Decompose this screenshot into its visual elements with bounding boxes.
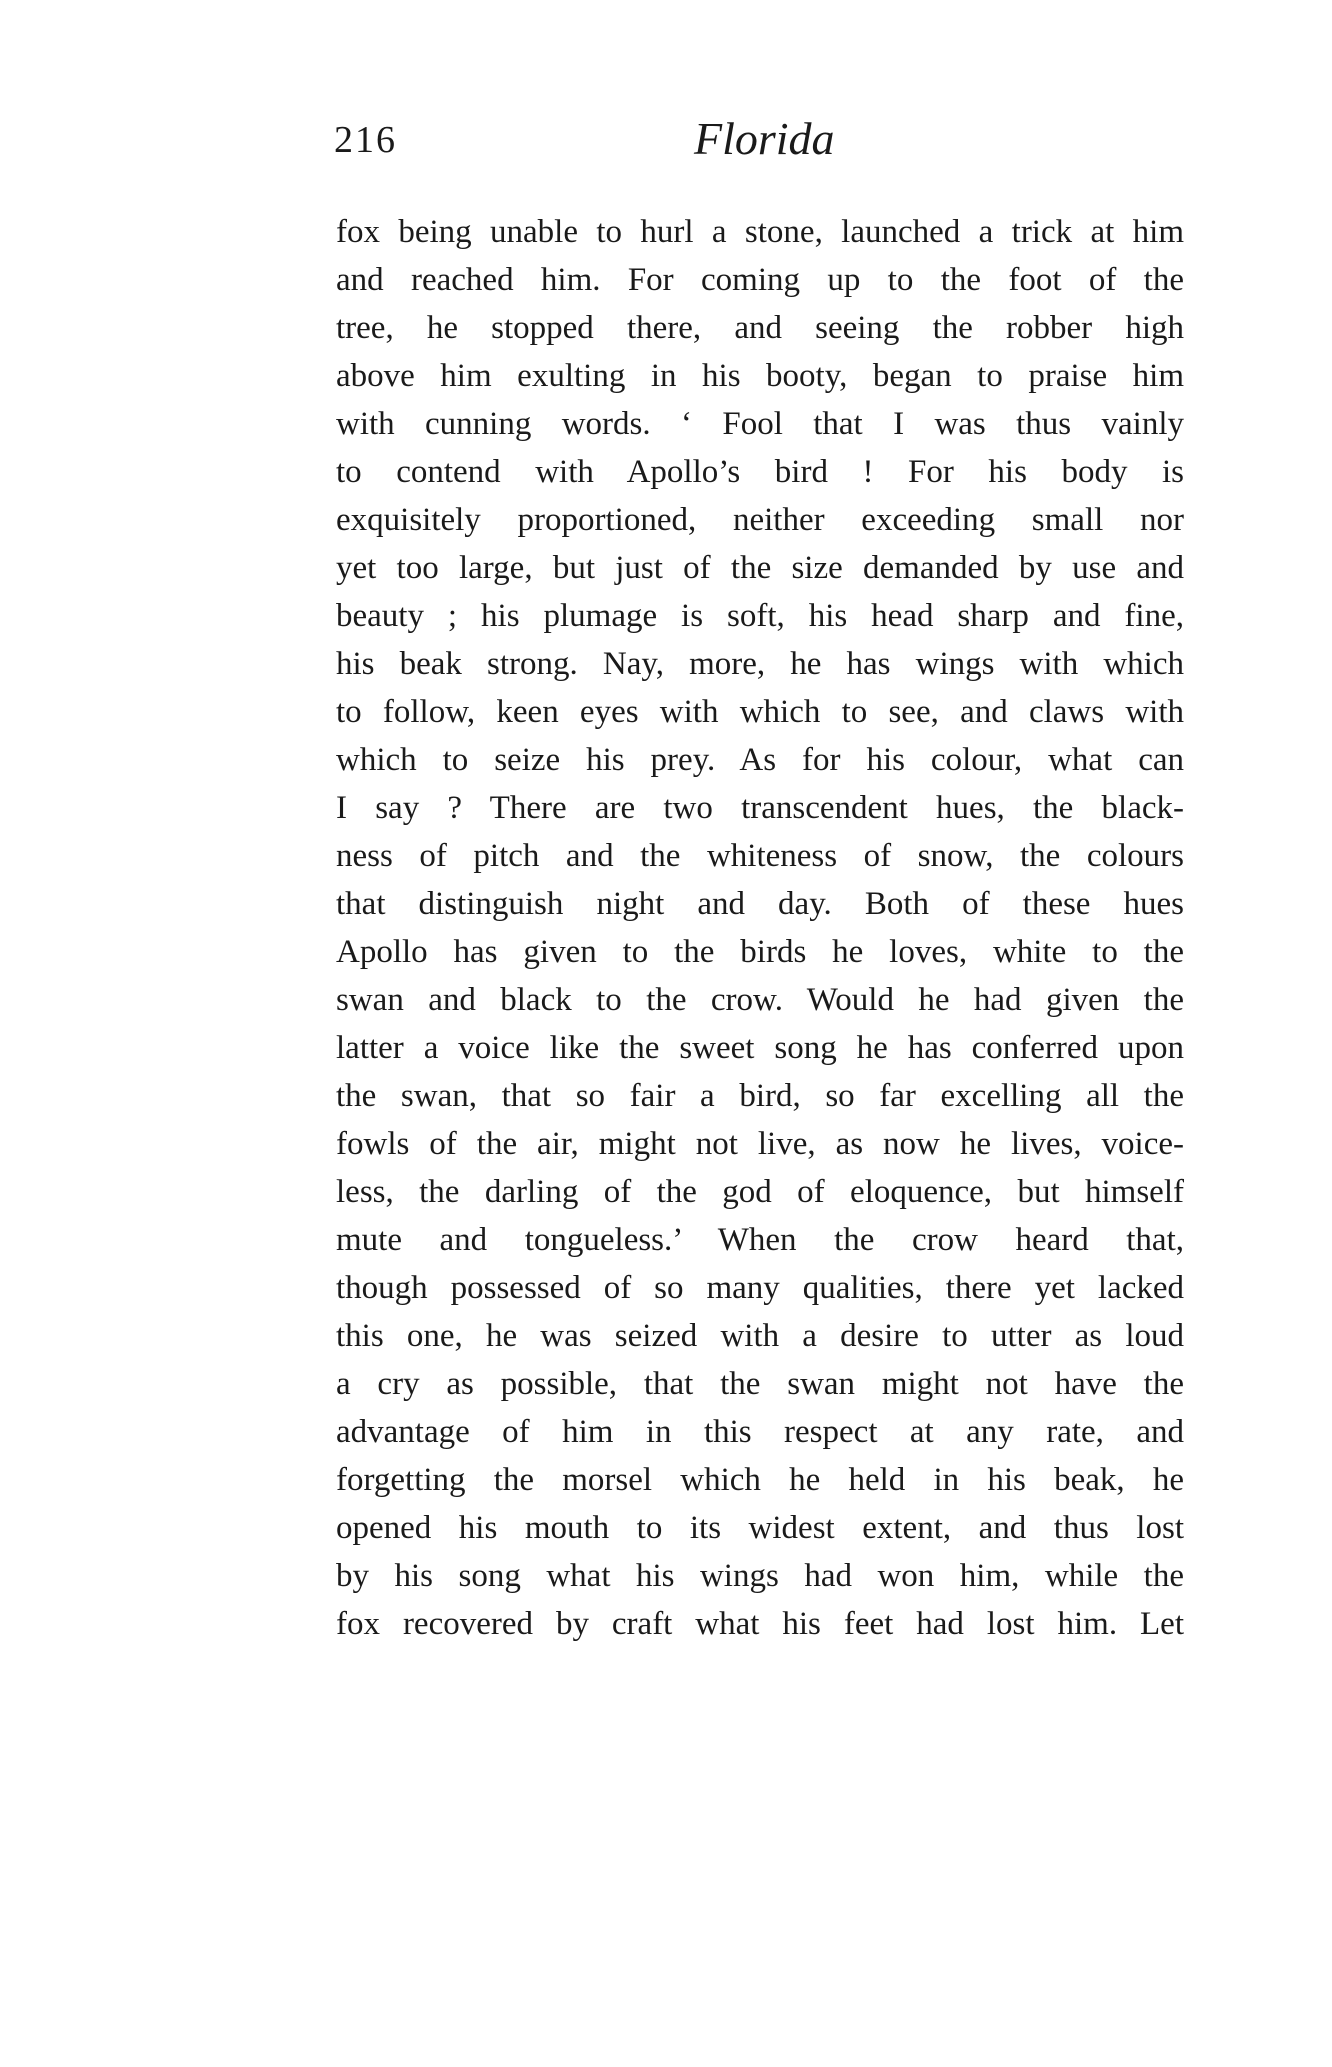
text-line: I say ? There are two transcendent hues, the black- [336,790,1184,826]
text-line: yet too large, but just of the size demanded by use and [336,550,1184,586]
text-line: exquisitely proportioned, neither exceeding small nor [336,502,1184,538]
text-line: Apollo has given to the birds he loves, white to the [336,934,1184,970]
text-line: above him exulting in his booty, began to praise him [336,358,1184,394]
text-line: the swan, that so fair a bird, so far excelling all the [336,1078,1184,1114]
text-line: less, the darling of the god of eloquence, but himself [336,1174,1184,1210]
text-line: with cunning words. ‘ Fool that I was thus vainly [336,406,1184,442]
text-line: his beak strong. Nay, more, he has wings with which [336,646,1184,682]
text-line: advantage of him in this respect at any rate, and [336,1414,1184,1450]
text-line: latter a voice like the sweet song he has conferred upon [336,1030,1184,1066]
running-title: Florida [694,113,835,164]
text-line: by his song what his wings had won him, while the [336,1558,1184,1594]
text-line: fowls of the air, might not live, as now he lives, voice- [336,1126,1184,1162]
text-line: a cry as possible, that the swan might not have the [336,1366,1184,1402]
text-line: to follow, keen eyes with which to see, and claws with [336,694,1184,730]
text-line: ness of pitch and the whiteness of snow, the colours [336,838,1184,874]
text-line: that distinguish night and day. Both of these hues [336,886,1184,922]
text-line: fox being unable to hurl a stone, launched a trick at him [336,214,1184,250]
text-line: fox recovered by craft what his feet had lost him. Let [336,1606,1184,1642]
text-line: forgetting the morsel which he held in his beak, he [336,1462,1184,1498]
text-line: tree, he stopped there, and seeing the robber high [336,310,1184,346]
body-text [336,208,1184,1648]
text-line: this one, he was seized with a desire to utter as loud [336,1318,1184,1354]
text-line: mute and tongueless.’ When the crow heard that, [336,1222,1184,1258]
text-line: beauty ; his plumage is soft, his head sharp and fine, [336,598,1184,634]
page-number: 216 [334,119,397,161]
text-line: swan and black to the crow. Would he had given the [336,982,1184,1018]
text-line: which to seize his prey. As for his colour, what can [336,742,1184,778]
text-line: to contend with Apollo’s bird ! For his body is [336,454,1184,490]
page-header [334,113,1184,178]
text-line: opened his mouth to its widest extent, and thus lost [336,1510,1184,1546]
text-line: and reached him. For coming up to the foot of the [336,262,1184,298]
text-line: though possessed of so many qualities, there yet lacked [336,1270,1184,1306]
